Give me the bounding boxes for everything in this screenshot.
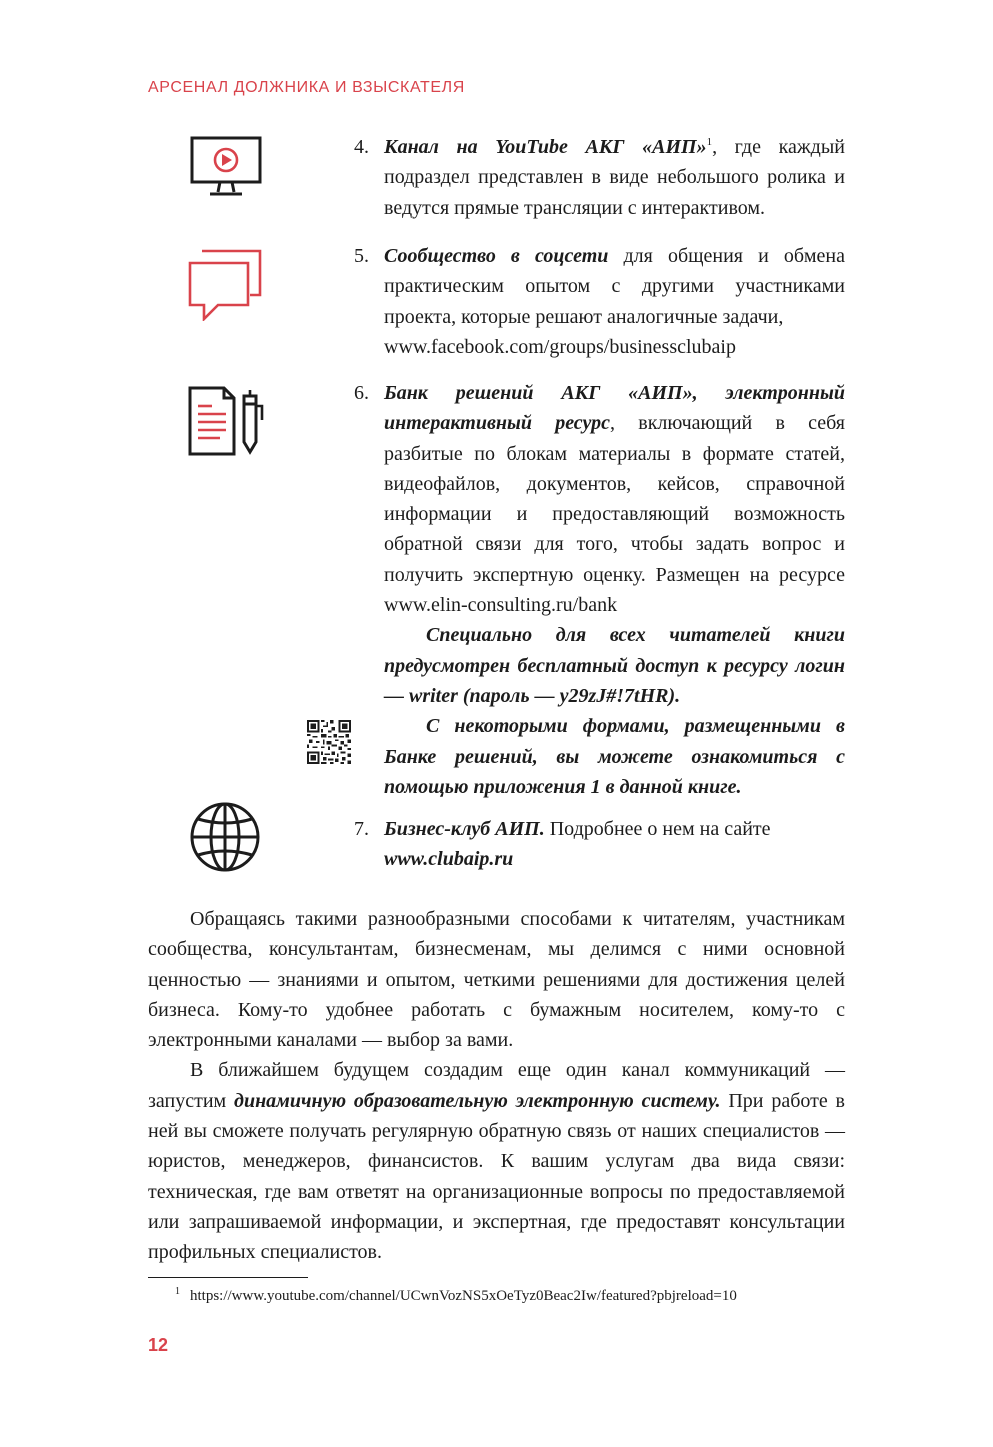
running-head: АРСЕНАЛ ДОЛЖНИКА И ВЗЫСКАТЕЛЯ — [148, 79, 465, 96]
footnote-link[interactable]: https://www.youtube.com/channel/UCwnVozNS5xOeTyz0Beac2Iw/featured?pbjreload=10 — [190, 1288, 737, 1304]
document-pen-icon — [188, 386, 264, 456]
item-text: , где каждый подраздел представлен в виде небольшого ролика и ведутся прямые трансляции с интерактивом. — [384, 136, 845, 219]
item-title: Банк решений АКГ «АИП», электронный интерактивный ресурс — [384, 382, 845, 435]
item-text: Подробнее о нем на сайте — [544, 818, 771, 840]
item-title: Бизнес-клуб АИП. — [384, 818, 545, 840]
list-item-community — [354, 241, 845, 362]
item-title: Сообщество в соцсети — [384, 245, 609, 267]
item-link[interactable]: www.clubaip.ru — [384, 848, 514, 871]
body-text — [148, 904, 845, 1268]
footnote-rule — [148, 1277, 308, 1278]
list-item-business-club — [354, 814, 845, 875]
list-number: 7. — [354, 818, 369, 840]
footnote-marker: 1 — [175, 1286, 180, 1297]
paragraph — [148, 1055, 845, 1267]
chat-bubbles-icon — [188, 249, 262, 321]
item-title: Канал на YouTube АКГ «АИП» — [384, 136, 707, 158]
access-note: Специально для всех читателей книги предусмотрен бесплатный доступ к ресурсу логин — writer (пароль — y29zJ#!7tHR). — [384, 624, 845, 707]
item-text: для общения и обмена практическим опытом с другими участниками проекта, которые решают аналогичные задачи, — [384, 245, 845, 328]
list-item-solutions-bank — [354, 378, 845, 802]
list-number: 6. — [354, 382, 369, 404]
paragraph-text: В ближайшем будущем создадим еще один канал коммуникаций — запустим — [148, 1059, 845, 1112]
page-number: 12 — [148, 1335, 169, 1355]
globe-icon — [189, 801, 261, 873]
video-monitor-icon — [190, 136, 262, 200]
qr-code-icon — [307, 720, 351, 764]
footnote-ref[interactable]: 1 — [706, 136, 713, 148]
forms-note: С некоторыми формами, размещенными в Банке решений, вы можете ознакомиться с помощью приложения 1 в данной книге. — [384, 715, 845, 798]
list-number: 5. — [354, 245, 369, 267]
item-link[interactable]: www.facebook.com/groups/businessclubaip — [384, 335, 736, 358]
list-number: 4. — [354, 136, 369, 158]
paragraph-text: При работе в ней вы сможете получать регулярную обратную связь от наших специалистов — юристов, менеджеров, финансистов. К вашим услугам два вида связи: техническая, где вам ответят на организационные вопросы по предоставляемой или запрашиваемой информации, и экспертная, где предоставят консультации профильных специалистов. — [148, 1089, 846, 1264]
paragraph-emphasis: динамичную образовательную электронную систему. — [234, 1089, 721, 1112]
item-text: , включающий в себя разбитые по блокам материалы в формате статей, видеофайлов, документов, кейсов, справочной информации и предоставляющий возможность обратной связи для того, чтобы задать вопрос и получить экспертную оценку. Размещен на ресурсе www.elin-consulting.ru/bank — [384, 412, 845, 617]
list-item-youtube — [354, 132, 845, 223]
paragraph: Обращаясь такими разнообразными способами к читателям, участникам сообщества, консультантам, бизнесменам, мы делимся с ними основной ценностью — знаниями и опытом, четкими решениями для достижения целей бизнеса. Кому-то удобнее работать с бумажным носителем, кому-то с электронными каналами — выбор за вами. — [148, 908, 845, 1052]
footnote — [175, 1288, 737, 1305]
